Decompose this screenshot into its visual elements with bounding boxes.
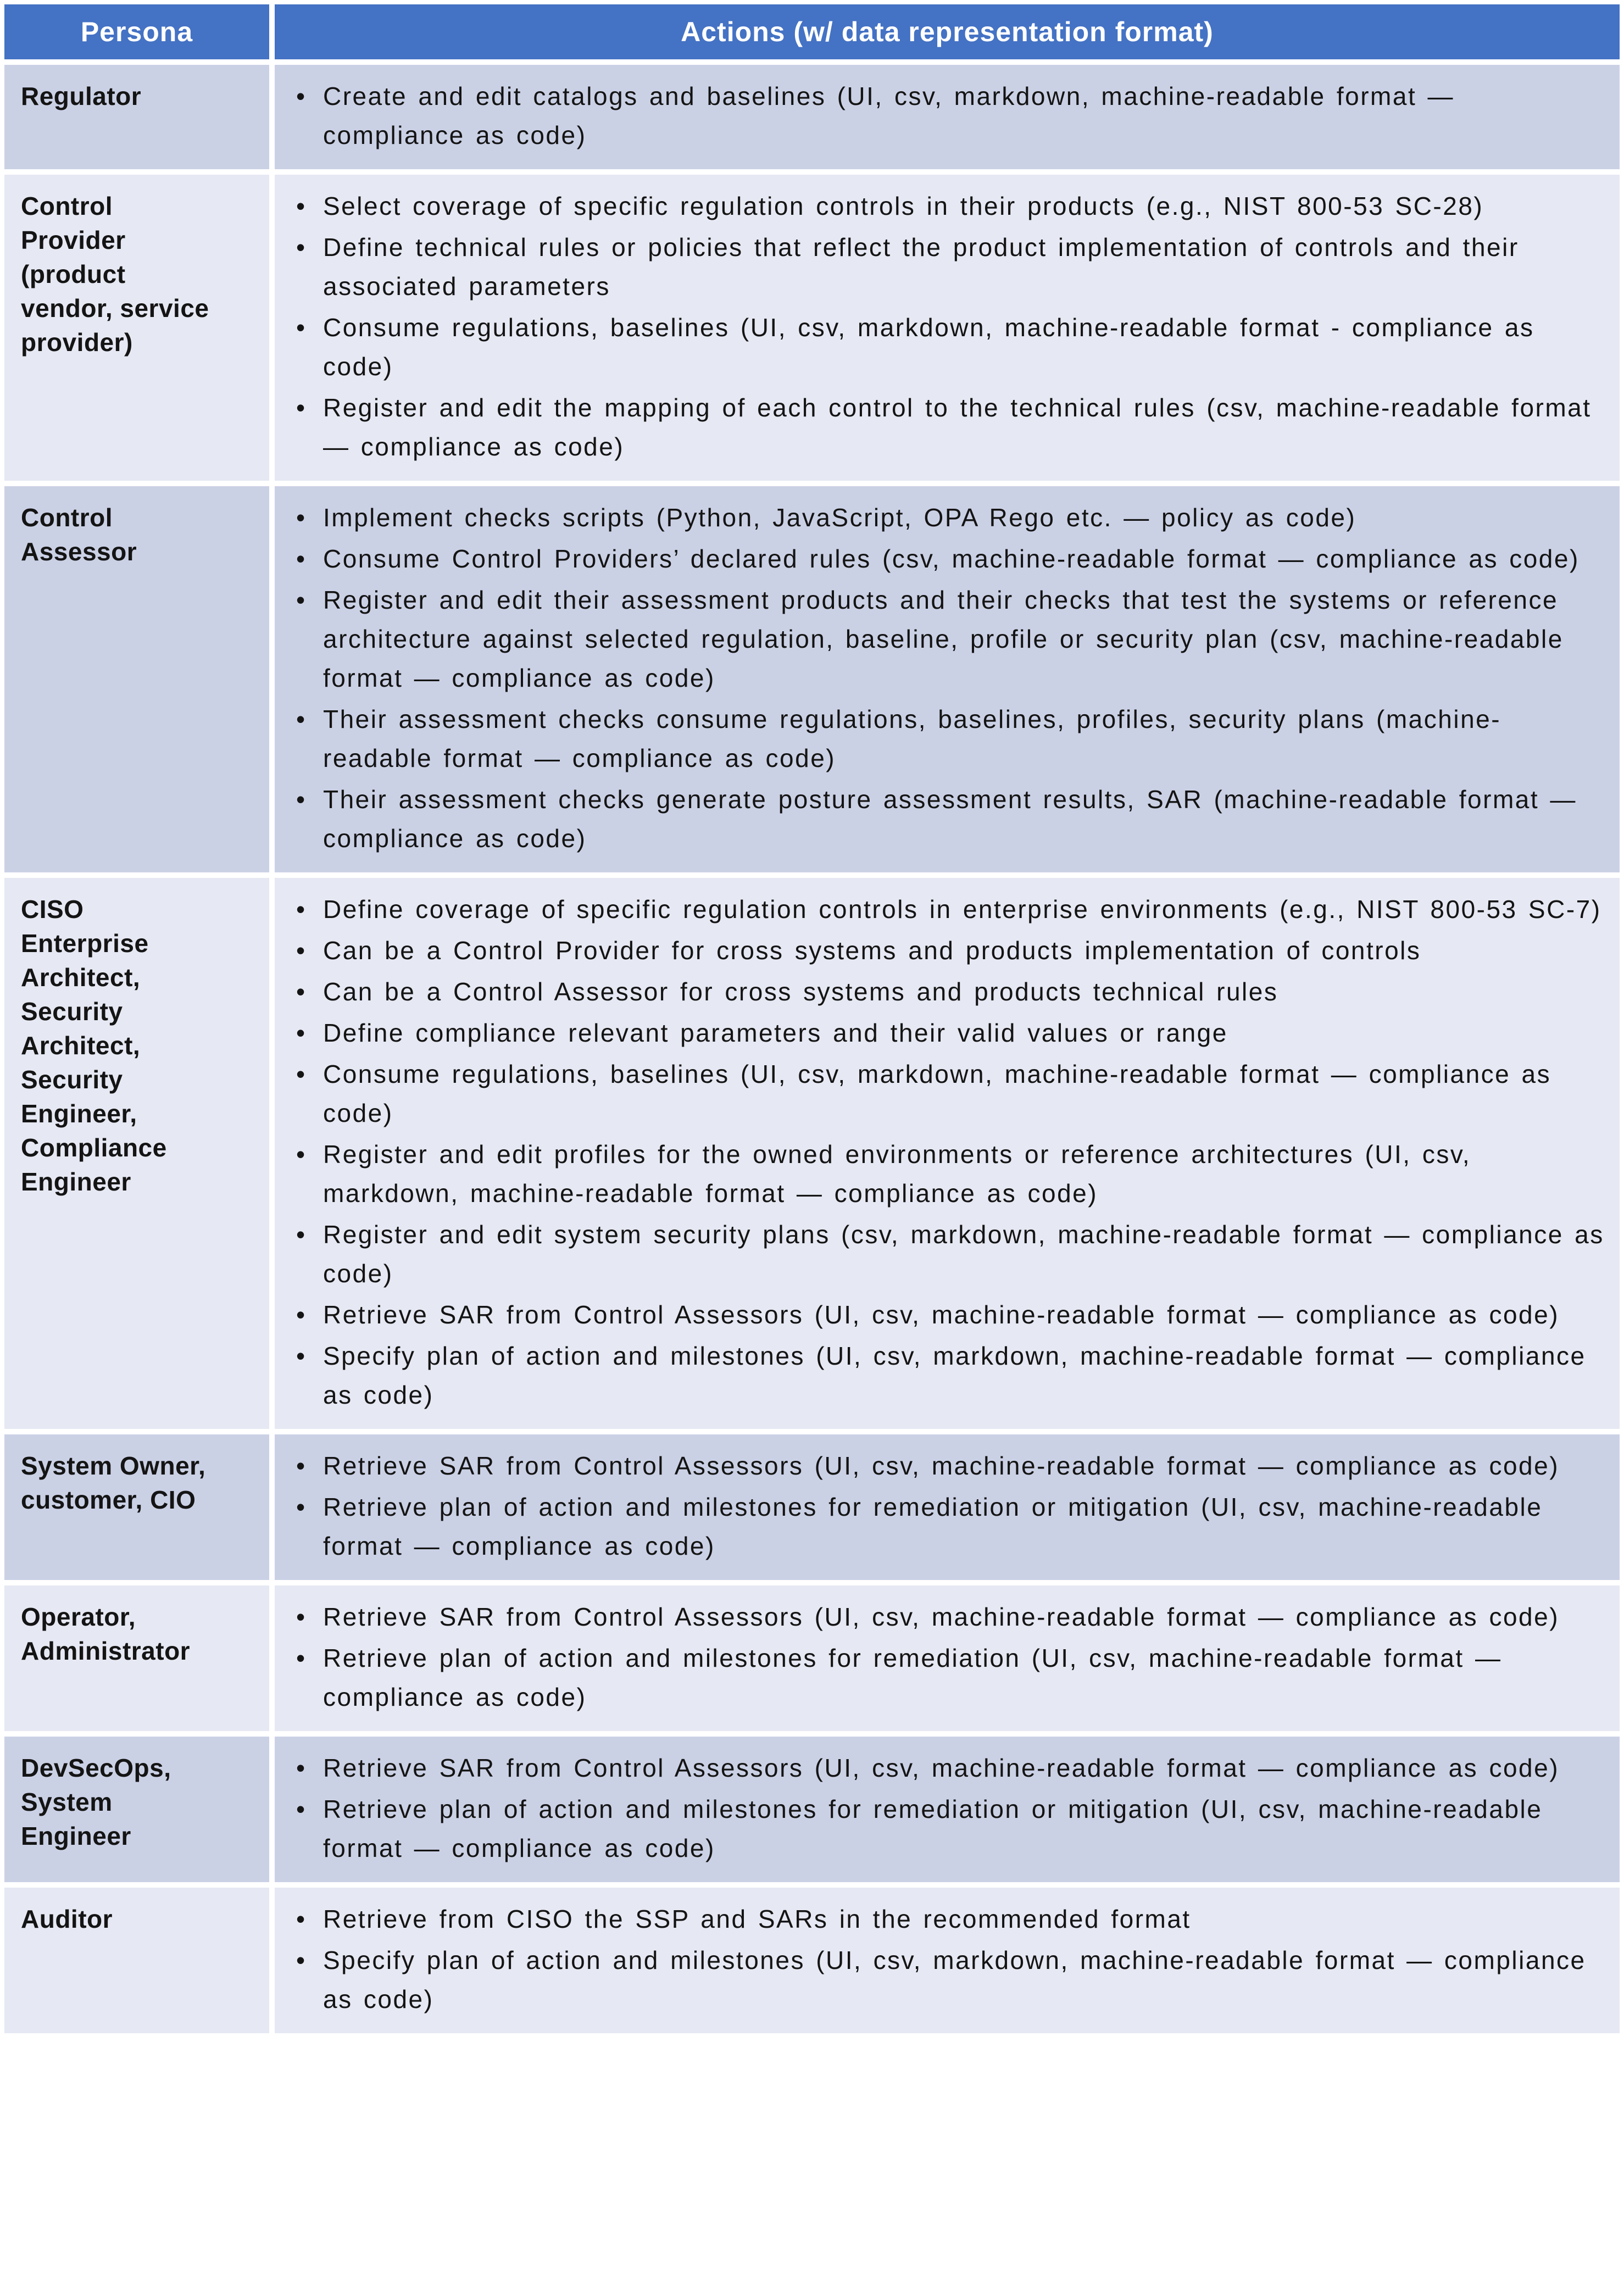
action-item: • Consume Control Providers’ declared rules (csv, machine-readable format — compliance as code) — [293, 539, 1606, 578]
table-row — [4, 1434, 1620, 1580]
persona-cell: Auditor — [4, 1888, 269, 2033]
actions-list — [293, 1447, 1606, 1566]
actions-list — [293, 1900, 1606, 2019]
table-row — [4, 1888, 1620, 2033]
persona-cell: Control Provider (product vendor, service provider) — [4, 175, 269, 481]
action-item: • Implement checks scripts (Python, JavaScript, OPA Rego etc. — policy as code) — [293, 498, 1606, 537]
action-item: • Their assessment checks generate posture assessment results, SAR (machine-readable format — compliance as code) — [293, 780, 1606, 858]
action-item: • Their assessment checks consume regulations, baselines, profiles, security plans (machine-readable format — compliance as code) — [293, 700, 1606, 778]
actions-cell — [275, 1888, 1620, 2033]
actions-list — [293, 187, 1606, 466]
actions-cell — [275, 65, 1620, 169]
actions-list — [293, 1749, 1606, 1868]
persona-cell: System Owner, customer, CIO — [4, 1434, 269, 1580]
action-item: • Consume regulations, baselines (UI, csv, markdown, machine-readable format - compliance as code) — [293, 308, 1606, 386]
persona-cell: Operator, Administrator — [4, 1585, 269, 1731]
header-persona: Persona — [4, 4, 269, 59]
action-item: • Retrieve plan of action and milestones for remediation or mitigation (UI, csv, machine-readable format — compliance as code) — [293, 1488, 1606, 1566]
action-item: • Consume regulations, baselines (UI, csv, markdown, machine-readable format — compliance as code) — [293, 1055, 1606, 1133]
action-item: • Define compliance relevant parameters and their valid values or range — [293, 1014, 1606, 1053]
table-row — [4, 65, 1620, 169]
action-item: • Select coverage of specific regulation controls in their products (e.g., NIST 800-53 SC-28) — [293, 187, 1606, 226]
actions-cell — [275, 878, 1620, 1429]
actions-list — [293, 1598, 1606, 1717]
action-item: • Retrieve SAR from Control Assessors (UI, csv, machine-readable format — compliance as code) — [293, 1598, 1606, 1637]
persona-cell: Control Assessor — [4, 486, 269, 872]
actions-cell — [275, 1434, 1620, 1580]
action-item: • Define technical rules or policies that reflect the product implementation of controls and their associated parameters — [293, 228, 1606, 306]
action-item: • Register and edit their assessment products and their checks that test the systems or reference architecture against selected regulation, baseline, profile or security plan (csv, machine-readable format — compliance as code) — [293, 581, 1606, 698]
actions-cell — [275, 1737, 1620, 1882]
action-item: • Can be a Control Assessor for cross systems and products technical rules — [293, 972, 1606, 1011]
action-item: • Define coverage of specific regulation controls in enterprise environments (e.g., NIST 800-53 SC-7) — [293, 890, 1606, 929]
table-row — [4, 878, 1620, 1429]
table-row — [4, 486, 1620, 872]
action-item: • Retrieve SAR from Control Assessors (UI, csv, machine-readable format — compliance as code) — [293, 1295, 1606, 1334]
action-item: • Register and edit the mapping of each control to the technical rules (csv, machine-readable format — compliance as code) — [293, 388, 1606, 466]
table-row — [4, 175, 1620, 481]
action-item: • Specify plan of action and milestones (UI, csv, markdown, machine-readable format — compliance as code) — [293, 1337, 1606, 1415]
action-item: • Specify plan of action and milestones (UI, csv, markdown, machine-readable format — compliance as code) — [293, 1941, 1606, 2019]
actions-list — [293, 77, 1606, 155]
actions-cell — [275, 1585, 1620, 1731]
table-row — [4, 1737, 1620, 1882]
action-item: • Retrieve from CISO the SSP and SARs in the recommended format — [293, 1900, 1606, 1939]
header-actions: Actions (w/ data representation format) — [275, 4, 1620, 59]
persona-cell: Regulator — [4, 65, 269, 169]
action-item: • Register and edit profiles for the owned environments or reference architectures (UI, csv, markdown, machine-readable format — compliance as code) — [293, 1135, 1606, 1213]
actions-list — [293, 498, 1606, 858]
table-body — [4, 65, 1620, 2033]
action-item: • Retrieve SAR from Control Assessors (UI, csv, machine-readable format — compliance as code) — [293, 1447, 1606, 1486]
action-item: • Retrieve plan of action and milestones for remediation or mitigation (UI, csv, machine-readable format — compliance as code) — [293, 1790, 1606, 1868]
actions-cell — [275, 175, 1620, 481]
table-row — [4, 1585, 1620, 1731]
action-item: • Create and edit catalogs and baselines (UI, csv, markdown, machine-readable format — compliance as code) — [293, 77, 1606, 155]
action-item: • Retrieve SAR from Control Assessors (UI, csv, machine-readable format — compliance as code) — [293, 1749, 1606, 1788]
action-item: • Can be a Control Provider for cross systems and products implementation of controls — [293, 931, 1606, 970]
persona-cell: DevSecOps, System Engineer — [4, 1737, 269, 1882]
persona-cell: CISO Enterprise Architect, Security Architect, Security Engineer, Compliance Engineer — [4, 878, 269, 1429]
action-item: • Retrieve plan of action and milestones for remediation (UI, csv, machine-readable format — compliance as code) — [293, 1639, 1606, 1717]
actions-list — [293, 890, 1606, 1415]
action-item: • Register and edit system security plans (csv, markdown, machine-readable format — compliance as code) — [293, 1215, 1606, 1293]
actions-cell — [275, 486, 1620, 872]
table-header-row — [4, 4, 1620, 59]
